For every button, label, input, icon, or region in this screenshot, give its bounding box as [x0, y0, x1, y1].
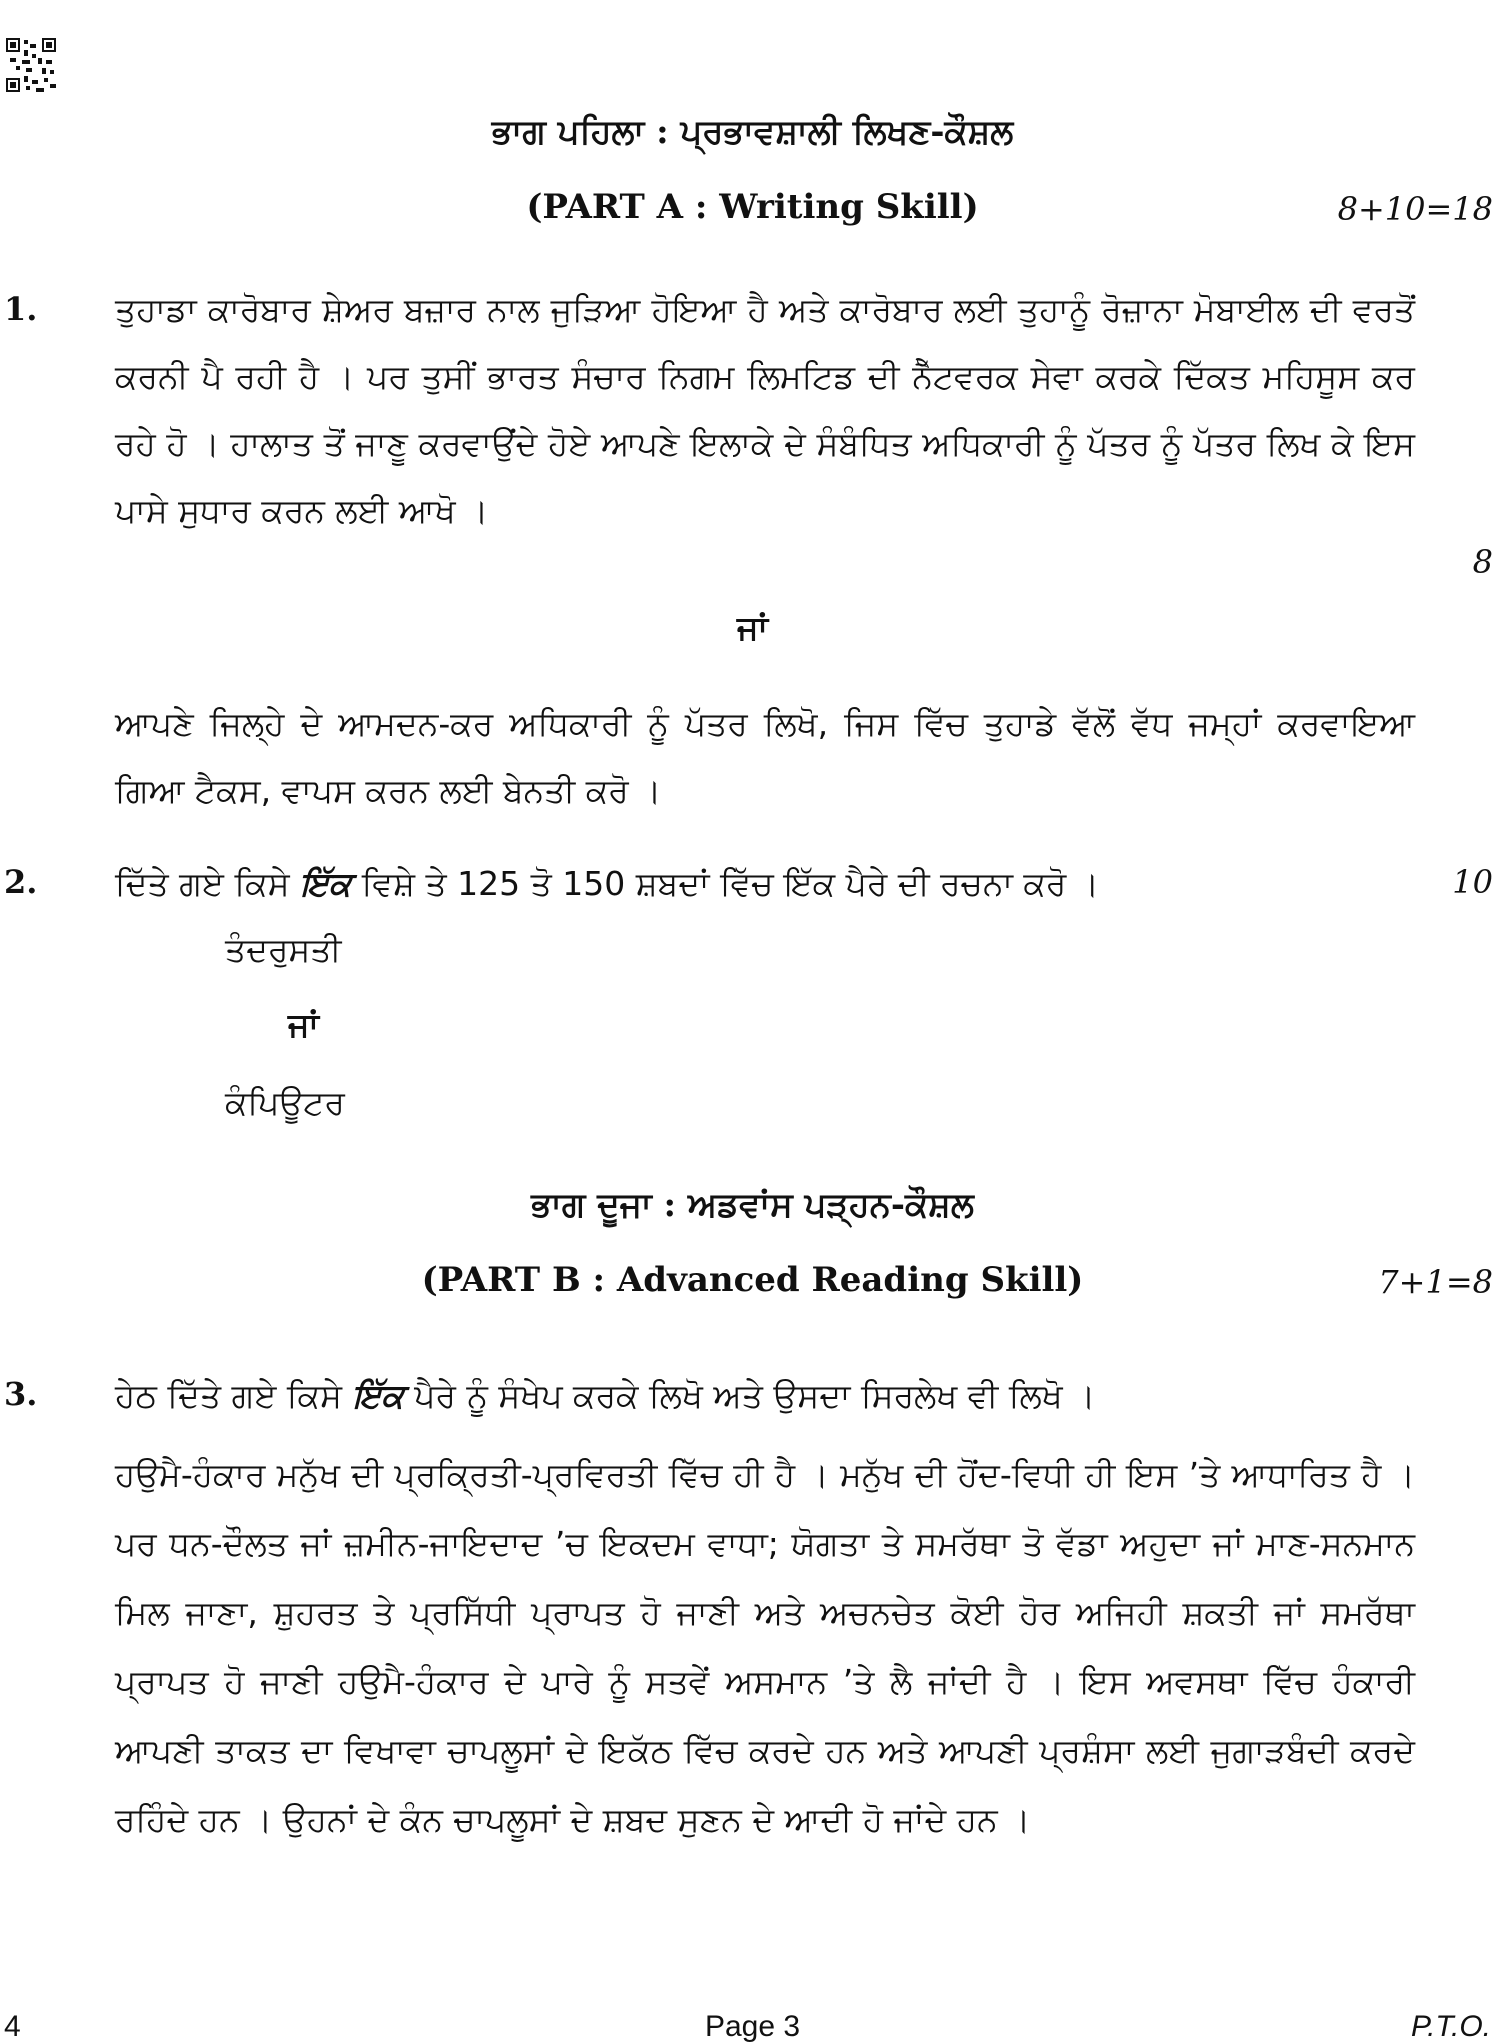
- footer-pto: P.T.O.: [1410, 2010, 1491, 2043]
- question-2-text-after: ਵਿਸ਼ੇ ਤੇ 125 ਤੋ 150 ਸ਼ਬਦਾਂ ਵਿੱਚ ਇੱਕ ਪੈਰੇ ਦੀ ਰਚਨਾ ਕਰੋ ।: [351, 864, 1100, 903]
- part-a-subheading: (PART A : Writing Skill): [526, 187, 979, 227]
- question-2-topic-2: ਕੰਪਿਊਟਰ: [225, 1083, 345, 1122]
- question-3-emphasis: ਇੱਕ: [352, 1376, 404, 1415]
- question-1-number: 1.: [4, 290, 38, 328]
- part-a-marks: 8+10=18: [1337, 190, 1493, 228]
- question-2-marks: 10: [1452, 863, 1493, 901]
- question-1-or: ਜਾਂ: [737, 608, 768, 647]
- question-2-topic-1: ਤੰਦਰੁਸਤੀ: [225, 930, 342, 969]
- question-2-text-before: ਦਿੱਤੇ ਗਏ ਕਿਸੇ: [115, 864, 301, 903]
- question-1-marks: 8: [1472, 543, 1493, 581]
- question-3-number: 3.: [4, 1375, 38, 1413]
- part-b-marks: 7+1=8: [1378, 1263, 1493, 1301]
- question-3-prompt: [115, 1362, 1415, 1429]
- question-2-prompt: [115, 850, 1415, 917]
- question-1-text: ਤੁਹਾਡਾ ਕਾਰੋਬਾਰ ਸ਼ੇਅਰ ਬਜ਼ਾਰ ਨਾਲ ਜੁੜਿਆ ਹੋਇਆ ਹੈ ਅਤੇ ਕਾਰੋਬਾਰ ਲਈ ਤੁਹਾਨੂੰ ਰੋਜ਼ਾਨਾ ਮੋਬਾਈਲ ਦੀ ਵਰਤੋਂ ਕਰਨੀ ਪੈ ਰਹੀ ਹੈ । ਪਰ ਤੁਸੀਂ ਭਾਰਤ ਸੰਚਾਰ ਨਿਗਮ ਲਿਮਟਿਡ ਦੀ ਨੈੱਟਵਰਕ ਸੇਵਾ ਕਰਕੇ ਦਿੱਕਤ ਮਹਿਸੂਸ ਕਰ ਰਹੇ ਹੋ । ਹਾਲਾਤ ਤੋਂ ਜਾਣੂ ਕਰਵਾਉਂਦੇ ਹੋਏ ਆਪਣੇ ਇਲਾਕੇ ਦੇ ਸੰਬੰਧਿਤ ਅਧਿਕਾਰੀ ਨੂੰ ਪੱਤਰ ਨੂੰ ਪੱਤਰ ਲਿਖ ਕੇ ਇਸ ਪਾਸੇ ਸੁਧਾਰ ਕਰਨ ਲਈ ਆਖੋ ।: [115, 290, 1415, 530]
- part-a-heading: ਭਾਗ ਪਹਿਲਾ : ਪ੍ਰਭਾਵਸ਼ਾਲੀ ਲਿਖਣ-ਕੌਸ਼ਲ: [491, 112, 1014, 152]
- question-2-emphasis: ਇੱਕ: [300, 864, 352, 903]
- qr-code-icon: [6, 38, 56, 92]
- question-2-number: 2.: [4, 863, 38, 901]
- part-b-heading: ਭਾਗ ਦੂਜਾ : ਅਡਵਾਂਸ ਪੜ੍ਹਨ-ਕੌਸ਼ਲ: [531, 1185, 974, 1225]
- part-b-subheading: (PART B : Advanced Reading Skill): [421, 1260, 1084, 1300]
- question-1-alt-text: ਆਪਣੇ ਜਿਲ੍ਹੇ ਦੇ ਆਮਦਨ-ਕਰ ਅਧਿਕਾਰੀ ਨੂੰ ਪੱਤਰ ਲਿਖੋ, ਜਿਸ ਵਿੱਚ ਤੁਹਾਡੇ ਵੱਲੋਂ ਵੱਧ ਜਮ੍ਹਾਂ ਕਰਵਾਇਆ ਗਿਆ ਟੈਕਸ, ਵਾਪਸ ਕਰਨ ਲਈ ਬੇਨਤੀ ਕਰੋ ।: [115, 704, 1415, 810]
- question-3-passage: ਹਉਮੈ-ਹੰਕਾਰ ਮਨੁੱਖ ਦੀ ਪ੍ਰਕ੍ਰਿਤੀ-ਪ੍ਰਵਿਰਤੀ ਵਿੱਚ ਹੀ ਹੈ । ਮਨੁੱਖ ਦੀ ਹੋਂਦ-ਵਿਧੀ ਹੀ ਇਸ ’ਤੇ ਆਧਾਰਿਤ ਹੈ । ਪਰ ਧਨ-ਦੌਲਤ ਜਾਂ ਜ਼ਮੀਨ-ਜਾਇਦਾਦ ’ਚ ਇਕਦਮ ਵਾਧਾ; ਯੋਗਤਾ ਤੇ ਸਮਰੱਥਾ ਤੋ ਵੱਡਾ ਅਹੁਦਾ ਜਾਂ ਮਾਣ-ਸਨਮਾਨ ਮਿਲ ਜਾਣਾ, ਸ਼ੁਹਰਤ ਤੇ ਪ੍ਰਸਿੱਧੀ ਪ੍ਰਾਪਤ ਹੋ ਜਾਣੀ ਅਤੇ ਅਚਨਚੇਤ ਕੋਈ ਹੋਰ ਅਜਿਹੀ ਸ਼ਕਤੀ ਜਾਂ ਸਮਰੱਥਾ ਪ੍ਰਾਪਤ ਹੋ ਜਾਣੀ ਹਉਮੈ-ਹੰਕਾਰ ਦੇ ਪਾਰੇ ਨੂੰ ਸਤਵੇਂ ਅਸਮਾਨ ’ਤੇ ਲੈ ਜਾਂਦੀ ਹੈ । ਇਸ ਅਵਸਥਾ ਵਿੱਚ ਹੰਕਾਰੀ ਆਪਣੀ ਤਾਕਤ ਦਾ ਵਿਖਾਵਾ ਚਾਪਲੂਸਾਂ ਦੇ ਇਕੱਠ ਵਿੱਚ ਕਰਦੇ ਹਨ ਅਤੇ ਆਪਣੀ ਪ੍ਰਸ਼ੰਸਾ ਲਈ ਜੁਗਾੜਬੰਦੀ ਕਰਦੇ ਰਹਿੰਦੇ ਹਨ । ਉਹਨਾਂ ਦੇ ਕੰਨ ਚਾਪਲੂਸਾਂ ਦੇ ਸ਼ਬਦ ਸੁਣਨ ਦੇ ਆਦੀ ਹੋ ਜਾਂਦੇ ਹਨ ।: [115, 1455, 1415, 1839]
- question-3-text-before: ਹੇਠ ਦਿੱਤੇ ਗਏ ਕਿਸੇ: [115, 1376, 353, 1415]
- footer-left: 4: [4, 2010, 21, 2043]
- footer-page-number: Page 3: [704, 2010, 801, 2043]
- question-3-text-after: ਪੈਰੇ ਨੂੰ ਸੰਖੇਪ ਕਰਕੇ ਲਿਖੋ ਅਤੇ ਉਸਦਾ ਸਿਰਲੇਖ ਵੀ ਲਿਖੋ ।: [403, 1376, 1096, 1415]
- question-2-or: ਜਾਂ: [288, 1005, 319, 1044]
